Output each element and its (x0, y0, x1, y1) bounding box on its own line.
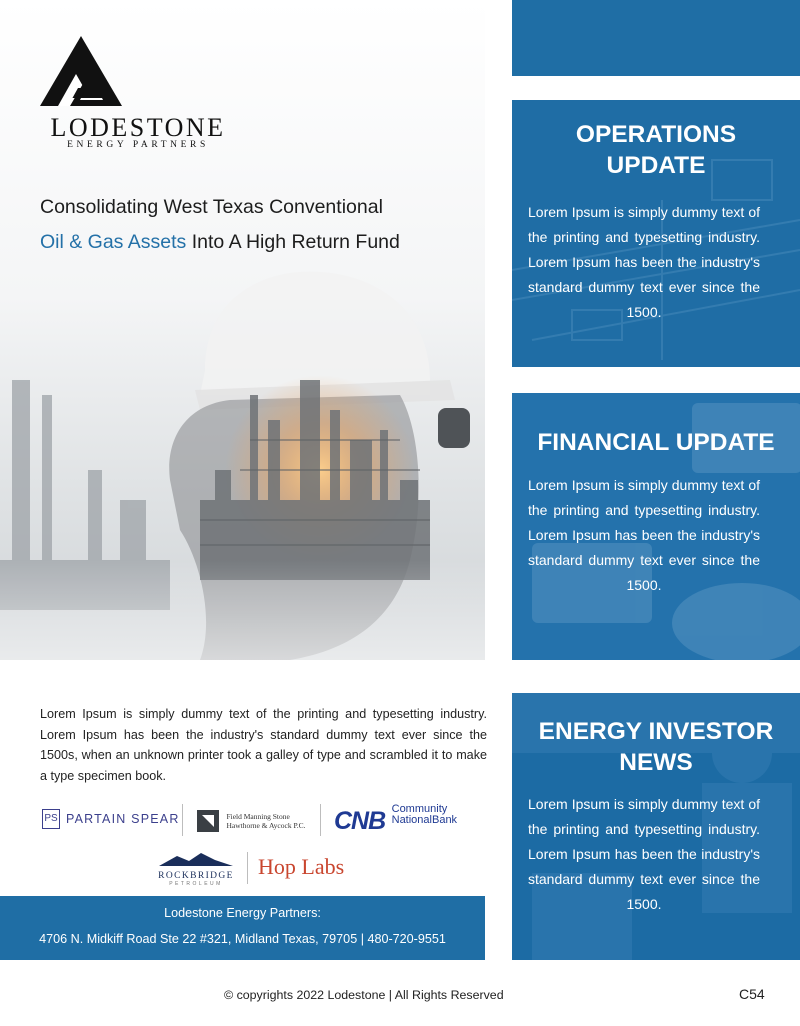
cnb-logo (334, 804, 457, 836)
investor-panel (512, 693, 800, 960)
operations-panel (512, 100, 800, 367)
logo-divider (247, 852, 248, 884)
field-manning-logo (196, 809, 306, 833)
address-line: 4706 N. Midkiff Road Ste 22 #321, Midland Texas, 79705 | 480-720-9551 (39, 932, 446, 946)
partain-spear-logo (42, 809, 180, 829)
address-bar (0, 896, 485, 960)
address-title: Lodestone Energy Partners: (164, 906, 321, 920)
brand-name: LODESTONE (50, 113, 226, 142)
field-manning-line1: Field Manning Stone (226, 812, 290, 821)
lodestone-mountain-icon (40, 36, 122, 106)
rockbridge-logo (155, 852, 237, 887)
operations-title-line1: OPERATIONS (575, 121, 737, 148)
partain-spear-name: PARTAIN SPEAR (66, 812, 180, 826)
partain-spear-mark: PS (42, 809, 60, 829)
financial-title: FINANCIAL UPDATE (537, 429, 775, 456)
hero-image (0, 0, 485, 660)
cnb-line1: Community (391, 803, 448, 815)
hop-labs-logo: Hop Labs (258, 854, 345, 879)
tagline-rest: Into A High Return Fund (186, 231, 400, 253)
operations-body: Lorem Ipsum is simply dummy text of the printing and typesetting industry. Lorem Ipsum has been the industry's standard dummy text ever since the 1500. (528, 204, 760, 320)
intro-paragraph: Lorem Ipsum is simply dummy text of the printing and typesetting industry. Lorem Ipsum has been the industry's standard dummy text ever since the 1500s, when an unknown printer took a galley of type and scrambled it to make a type specimen book. (40, 707, 487, 783)
financial-body: Lorem Ipsum is simply dummy text of the printing and typesetting industry. Lorem Ipsum has been the industry's standard dummy text ever since the 1500. (528, 477, 760, 593)
tagline-line2 (40, 225, 480, 260)
investor-title-line1: ENERGY INVESTOR (538, 718, 774, 745)
copyright: © copyrights 2022 Lodestone | All Rights Reserved (224, 988, 504, 1002)
operations-title (512, 119, 800, 181)
tagline (40, 190, 480, 260)
rockbridge-name: ROCKBRIDGE (158, 871, 234, 881)
lodestone-logo (40, 36, 240, 151)
operations-title-line2: UPDATE (606, 152, 706, 179)
cnb-mark: CNB (334, 807, 386, 835)
logo-divider (182, 804, 183, 836)
cnb-line2: NationalBank (391, 814, 458, 826)
rockbridge-mountain-icon (155, 852, 237, 866)
investor-title (512, 716, 800, 778)
logo-divider (320, 804, 321, 836)
tagline-line1: Consolidating West Texas Conventional (40, 196, 383, 218)
investor-title-line2: NEWS (619, 749, 693, 776)
rockbridge-sub: PETROLEUM (169, 881, 223, 887)
investor-body: Lorem Ipsum is simply dummy text of the printing and typesetting industry. Lorem Ipsum has been the industry's standard dummy text ever since the 1500. (528, 796, 760, 912)
field-manning-line2: Hawthorne & Aycock P.C. (226, 821, 306, 830)
page-number: C54 (739, 986, 765, 1002)
field-manning-icon (196, 809, 220, 833)
financial-panel (512, 393, 800, 660)
tagline-accent: Oil & Gas Assets (40, 231, 187, 253)
brand-subtitle: ENERGY PARTNERS (67, 140, 209, 150)
top-blue-block (512, 0, 800, 76)
